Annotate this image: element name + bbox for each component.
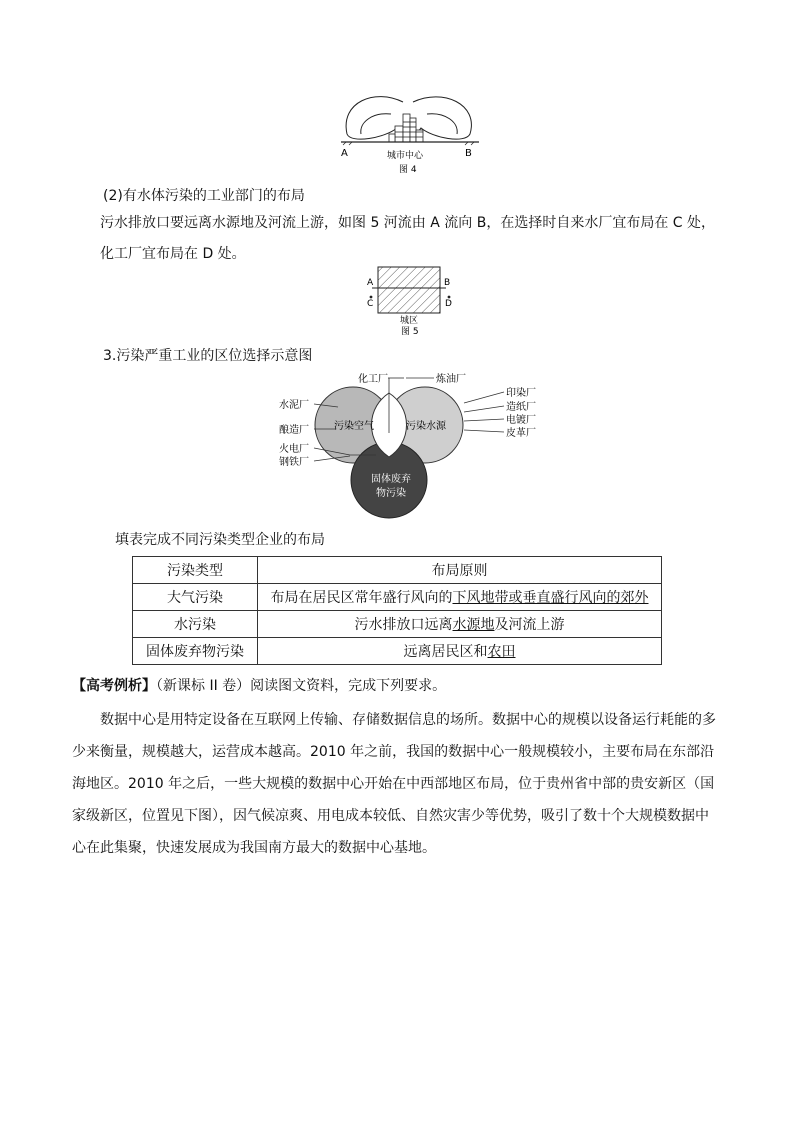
label-steel-plant: 钢铁厂 xyxy=(279,457,309,468)
label-plating: 电镀厂 xyxy=(506,415,536,426)
table-row xyxy=(133,638,662,665)
label-tannery: 皮革厂 xyxy=(506,428,536,439)
row-principle: 污水排放口远离水源地及河流上游 xyxy=(258,611,662,638)
label-chemical-plant: 化工厂 xyxy=(358,374,388,385)
answer-blank: 下风地带或垂直盛行风向的郊外 xyxy=(452,590,649,606)
header-type: 污染类型 xyxy=(133,557,258,584)
city-area xyxy=(378,267,440,313)
figure-5-diagram xyxy=(360,264,460,339)
exam-example-body: 数据中心是用特定设备在互联网上传输、存储数据信息的场所。数据中心的规模以设备运行耗能的多少来衡量，规模越大，运营成本越高。2010 年之前，我国的数据中心一般规模较小，主要布局在东部沿海地区。2010 年之后，一些大规模的数据中心开始在中西部地区布局，位于贵州省中部的贵安新区（国家级新区，位置见下图），因气候凉爽、用电成本较低、自然灾害少等优势，吸引了数十个大规模数据中心在此集聚，快速发展成为我国南方最大的数据中心基地。 xyxy=(72,712,716,856)
fig5-b: B xyxy=(444,278,451,288)
label-refinery: 炼油厂 xyxy=(436,374,466,385)
point-d xyxy=(448,296,451,299)
section-3-heading: 3.污染严重工业的区位选择示意图 xyxy=(103,348,313,364)
circle-air-label: 污染空气 xyxy=(334,421,374,432)
figure-4-diagram xyxy=(335,92,485,182)
fig5-area-label: 城区 xyxy=(400,316,419,326)
label-paper: 造纸厂 xyxy=(506,402,536,413)
answer-blank: 水源地 xyxy=(452,617,495,633)
exam-example-line xyxy=(72,675,446,695)
left-inner-arc xyxy=(361,114,391,134)
label-dyeing: 印染厂 xyxy=(506,388,536,399)
table-row xyxy=(133,611,662,638)
left-circulation-loop xyxy=(346,97,403,140)
fig5-caption: 图 5 xyxy=(401,327,419,337)
row-type: 固体废弃物污染 xyxy=(133,638,258,665)
fig5-c: C xyxy=(367,299,374,309)
header-principle: 布局原则 xyxy=(258,557,662,584)
circle-solid-label-1: 固体废弃 xyxy=(371,474,411,485)
label-brewery: 酿造厂 xyxy=(279,425,309,436)
label-power-plant: 火电厂 xyxy=(279,444,309,455)
circle-solid-label-2: 物污染 xyxy=(376,488,406,499)
right-inner-arc xyxy=(427,114,457,134)
city-buildings xyxy=(389,114,423,142)
answer-blank: 农田 xyxy=(487,644,516,660)
fig4-label-b: B xyxy=(465,148,472,159)
circle-water-label: 污染水源 xyxy=(406,421,446,432)
point-c xyxy=(370,296,373,299)
pollution-layout-table xyxy=(132,556,662,665)
fig4-label-a: A xyxy=(341,148,348,159)
exam-example-source: （新课标 II 卷）阅读图文资料，完成下列要求。 xyxy=(156,678,447,694)
row-type: 大气污染 xyxy=(133,584,258,611)
fig5-d: D xyxy=(445,299,452,309)
row-type: 水污染 xyxy=(133,611,258,638)
fig5-a: A xyxy=(367,278,374,288)
exam-example-tag: 【高考例析】 xyxy=(72,678,156,694)
venn-diagram xyxy=(276,370,576,522)
row-principle: 远离居民区和农田 xyxy=(258,638,662,665)
row-principle: 布局在居民区常年盛行风向的下风地带或垂直盛行风向的郊外 xyxy=(258,584,662,611)
table-header-row xyxy=(133,557,662,584)
table-row xyxy=(133,584,662,611)
section-2-text: 污水排放口要远离水源地及河流上游，如图 5 河流由 A 流向 B，在选择时自来水厂宜布局在 C 处，化工厂宜布局在 D 处。 xyxy=(100,215,716,262)
fig4-center-label: 城市中心 xyxy=(387,151,424,161)
fig4-caption: 图 4 xyxy=(399,165,417,175)
section-2-heading: (2)有水体污染的工业部门的布局 xyxy=(103,188,305,204)
label-cement: 水泥厂 xyxy=(279,400,309,411)
table-intro: 填表完成不同污染类型企业的布局 xyxy=(115,532,325,548)
